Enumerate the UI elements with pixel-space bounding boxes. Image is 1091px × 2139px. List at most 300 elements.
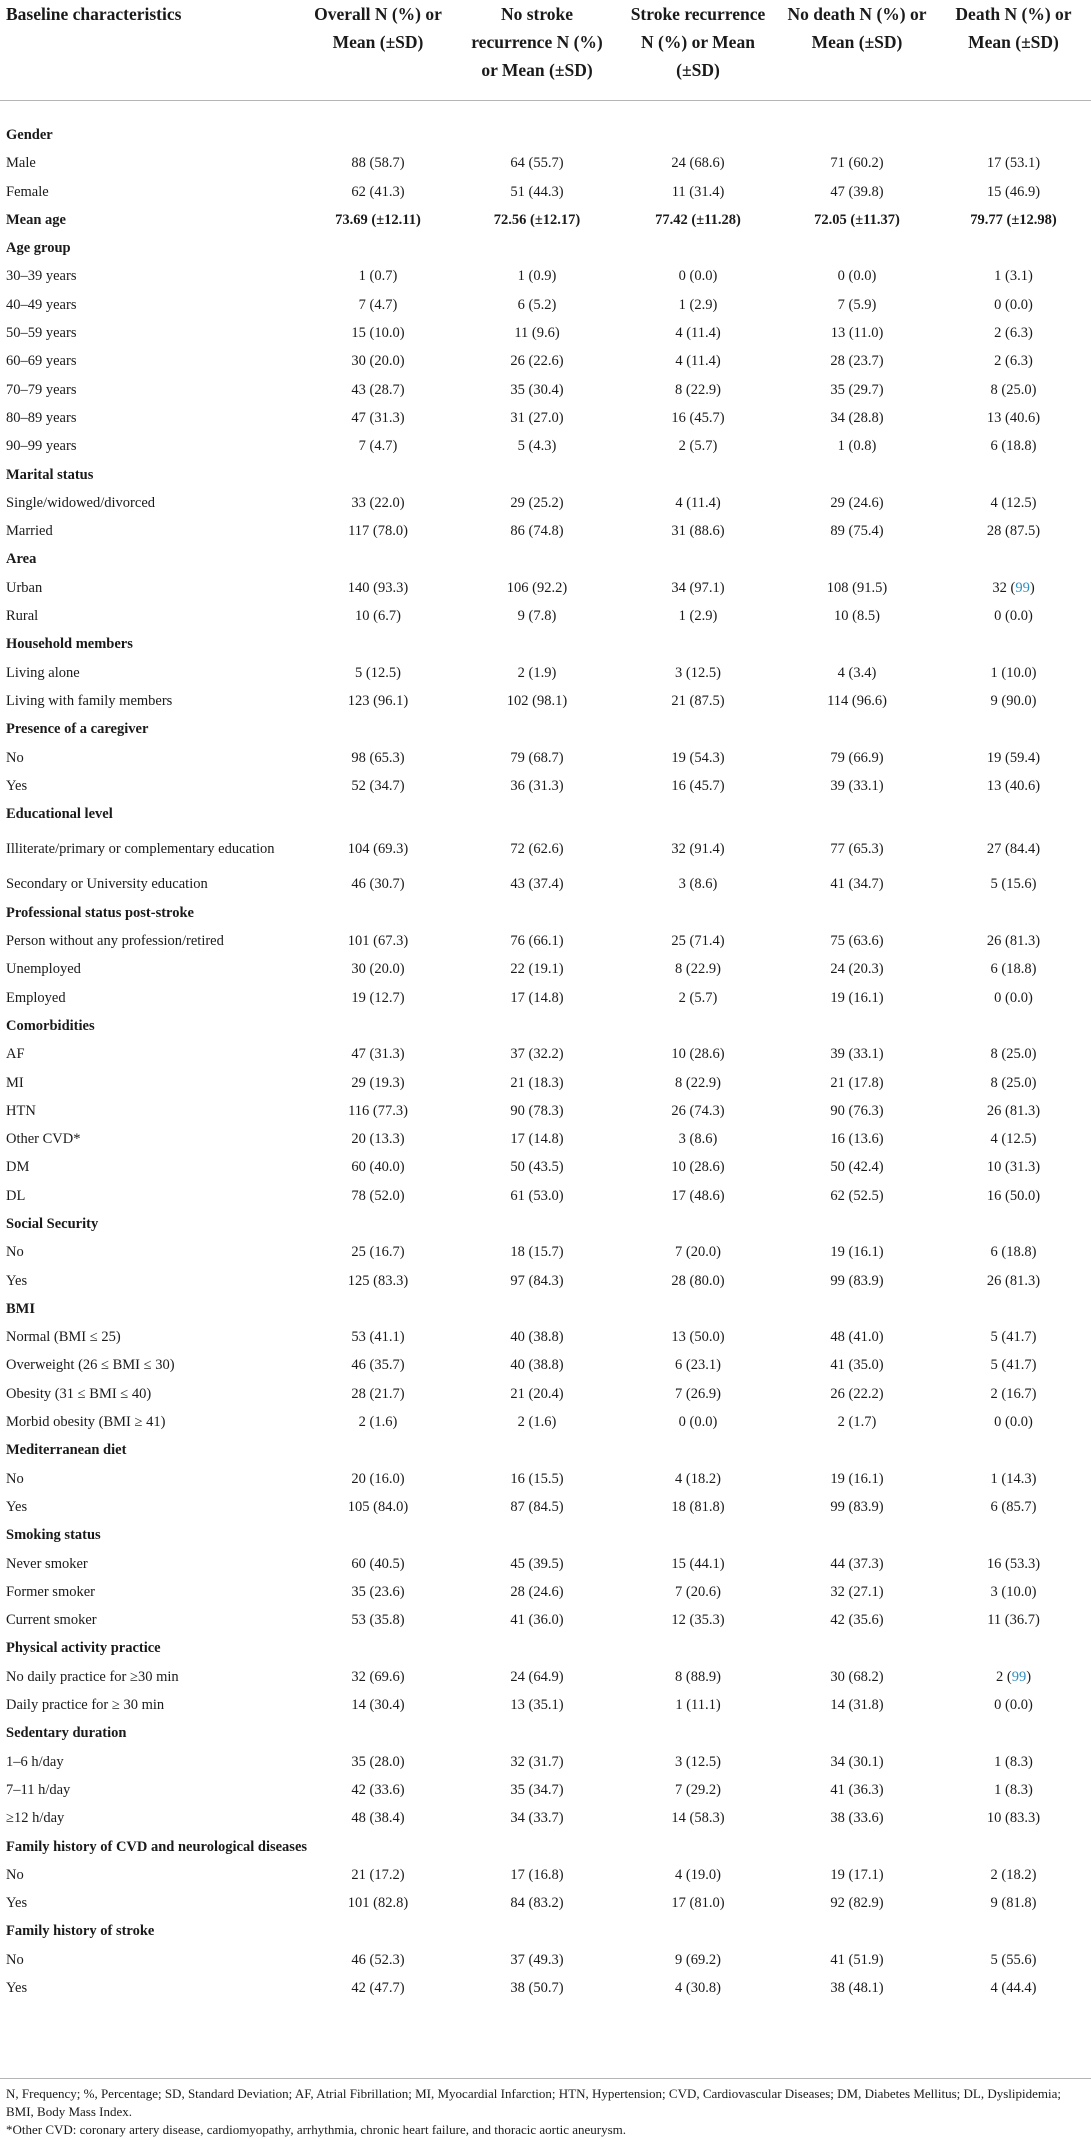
table-cell: 0 (0.0) <box>837 268 877 285</box>
table-cell: 60 (40.5) <box>351 1555 405 1572</box>
category-label: Area <box>6 551 37 568</box>
row-label: Single/widowed/divorced <box>6 494 156 511</box>
table-cell: 125 (83.3) <box>347 1272 409 1289</box>
table-cell: 123 (96.1) <box>347 692 409 709</box>
table-cell: 24 (68.6) <box>671 155 725 172</box>
table-row <box>0 1465 1091 1493</box>
table-row <box>0 149 1091 177</box>
row-label: 90–99 years <box>6 438 77 455</box>
table-cell: 64 (55.7) <box>510 155 564 172</box>
table-cell: 53 (35.8) <box>351 1612 405 1629</box>
header-row <box>0 0 1091 101</box>
table-cell: 89 (75.4) <box>830 523 884 540</box>
table-cell: 2 (18.2) <box>990 1866 1037 1883</box>
table-cell: 8 (25.0) <box>990 1046 1037 1063</box>
table-row <box>0 1663 1091 1691</box>
row-label: No <box>6 1470 24 1487</box>
table-cell: 16 (13.6) <box>830 1131 884 1148</box>
table-cell: 116 (77.3) <box>348 1102 408 1119</box>
table-cell: 15 (10.0) <box>351 325 405 342</box>
footnote-abbreviations: N, Frequency; %, Percentage; SD, Standard Deviation; AF, Atrial Fibrillation; MI, Myocardial Infarction; HTN, Hypertension; CVD, Cardiovascular Diseases; DM, Diabetes Mellitus; DL, Dyslipidemia; BMI, Body Mass Index. <box>6 2086 1062 2119</box>
table-cell: 0 (0.0) <box>994 1414 1033 1431</box>
table-cell: 10 (28.6) <box>671 1159 725 1176</box>
table-cell: 87 (84.5) <box>510 1498 564 1515</box>
table-cell: 6 (18.8) <box>990 961 1037 978</box>
table-cell: 9 (69.2) <box>675 1951 721 1968</box>
table-row <box>0 404 1091 432</box>
row-label: ≥12 h/day <box>6 1810 65 1827</box>
table-cell: 104 (69.3) <box>347 840 409 857</box>
table-cell: 28 (21.7) <box>351 1385 405 1402</box>
row-label: 40–49 years <box>6 296 77 313</box>
category-row <box>0 1634 1091 1662</box>
table-cell: 92 (82.9) <box>830 1895 884 1912</box>
row-label: DM <box>6 1159 30 1176</box>
table-cell: 32 (27.1) <box>830 1583 884 1600</box>
row-label: 1–6 h/day <box>6 1753 64 1770</box>
category-row <box>0 1719 1091 1747</box>
table-cell: 14 (58.3) <box>671 1810 725 1827</box>
table-cell: 16 (45.7) <box>671 409 725 426</box>
table-row <box>0 178 1091 206</box>
row-label: Yes <box>6 777 28 794</box>
row-label: Yes <box>6 1272 28 1289</box>
table-cell: 8 (88.9) <box>675 1668 721 1685</box>
table-cell: 0 (0.0) <box>678 1414 718 1431</box>
table-cell: 53 (41.1) <box>351 1329 405 1346</box>
table-cell: 2 (6.3) <box>994 353 1033 370</box>
table-row <box>0 984 1091 1012</box>
row-label: Daily practice for ≥ 30 min <box>6 1697 165 1714</box>
row-label: HTN <box>6 1102 36 1119</box>
table-row <box>0 1550 1091 1578</box>
table-cell: 6 (18.8) <box>990 1244 1037 1261</box>
table-row <box>0 319 1091 347</box>
table-row <box>0 1380 1091 1408</box>
table-cell: 14 (31.8) <box>830 1697 884 1714</box>
table-cell: 2 (1.7) <box>837 1414 877 1431</box>
table-cell: 21 (17.2) <box>351 1866 405 1883</box>
table-row <box>0 1946 1091 1974</box>
table-cell: 7 (26.9) <box>675 1385 721 1402</box>
category-row <box>0 1917 1091 1945</box>
table-cell: 90 (78.3) <box>510 1102 564 1119</box>
table-cell: 4 (3.4) <box>837 664 877 681</box>
table-cell: 17 (14.8) <box>510 1131 564 1148</box>
table-cell: 1 (8.3) <box>994 1781 1033 1798</box>
table-cell: 20 (16.0) <box>351 1470 405 1487</box>
table-cell: 11 (9.6) <box>514 325 560 342</box>
row-label: Morbid obesity (BMI ≥ 41) <box>6 1414 166 1431</box>
table-header <box>0 0 1091 101</box>
table-cell: 12 (35.3) <box>671 1612 725 1629</box>
table-cell: 44 (37.3) <box>830 1555 884 1572</box>
reference-link[interactable]: 99 <box>1011 1668 1027 1685</box>
table-cell: 78 (52.0) <box>351 1187 405 1204</box>
category-row <box>0 1295 1091 1323</box>
table-cell: 76 (66.1) <box>510 933 564 950</box>
table-cell: 34 (28.8) <box>830 409 884 426</box>
row-label: 50–59 years <box>6 325 77 342</box>
table-cell: 84 (83.2) <box>510 1895 564 1912</box>
table-cell: 5 (41.7) <box>990 1329 1037 1346</box>
reference-link[interactable]: 99 <box>1015 579 1030 596</box>
table-cell: 47 (31.3) <box>351 1046 405 1063</box>
table-row <box>0 1238 1091 1266</box>
table-cell: 0 (0.0) <box>994 1697 1033 1714</box>
table-cell: 5 (4.3) <box>517 438 557 455</box>
table-cell: 10 (6.7) <box>355 608 401 625</box>
table-cell: 30 (20.0) <box>351 353 405 370</box>
table-cell: 38 (50.7) <box>510 1980 564 1996</box>
table-cell: 1 (3.1) <box>994 268 1033 285</box>
table-cell: 30 (68.2) <box>830 1668 884 1685</box>
row-label: No <box>6 749 24 766</box>
category-label: Family history of CVD and neurological diseases <box>6 1838 308 1855</box>
table-row <box>0 262 1091 290</box>
table-cell: 46 (30.7) <box>351 876 405 893</box>
table-cell: 88 (58.7) <box>351 155 405 172</box>
table-cell: 9 (90.0) <box>990 692 1037 709</box>
table-cell: 20 (13.3) <box>351 1131 405 1148</box>
table-cell: 31 (27.0) <box>510 409 564 426</box>
table-cell: 6 (85.7) <box>990 1498 1037 1515</box>
category-label: BMI <box>6 1300 35 1317</box>
table-cell: 35 (34.7) <box>510 1781 564 1798</box>
category-row <box>0 1833 1091 1861</box>
table-cell: 42 (35.6) <box>830 1612 884 1629</box>
table-row <box>0 870 1091 898</box>
table-cell: 29 (19.3) <box>351 1074 405 1091</box>
table-cell: 62 (52.5) <box>830 1187 884 1204</box>
table-cell: 2 (6.3) <box>994 325 1033 342</box>
table-cell: 19 (16.1) <box>830 1470 884 1487</box>
row-label: Urban <box>6 579 43 596</box>
table-cell: 42 (33.6) <box>351 1781 405 1798</box>
table-cell: 21 (20.4) <box>510 1385 564 1402</box>
table-row <box>0 1493 1091 1521</box>
row-label: No <box>6 1866 24 1883</box>
table-cell: 62 (41.3) <box>351 183 405 200</box>
table-cell: 17 (48.6) <box>671 1187 725 1204</box>
row-label: Obesity (31 ≤ BMI ≤ 40) <box>6 1385 152 1402</box>
table-cell: 1 (11.1) <box>675 1697 721 1714</box>
table-cell: 1 (0.9) <box>517 268 557 285</box>
table-cell: 90 (76.3) <box>830 1102 884 1119</box>
category-row <box>0 800 1091 828</box>
table-cell: 43 (28.7) <box>351 381 405 398</box>
table-cell: 40 (38.8) <box>510 1357 564 1374</box>
category-row <box>0 715 1091 743</box>
table-cell: 2 (5.7) <box>678 989 718 1006</box>
table-cell: 3 (12.5) <box>675 664 721 681</box>
table-cell: 2 (1.9) <box>517 664 557 681</box>
table-row <box>0 1974 1091 2002</box>
table-cell: 7 (5.9) <box>837 296 877 313</box>
table-cell: 9 (81.8) <box>990 1895 1037 1912</box>
table-cell: 28 (80.0) <box>671 1272 725 1289</box>
table-row <box>0 1861 1091 1889</box>
table-row <box>0 659 1091 687</box>
table-cell: 8 (25.0) <box>990 381 1037 398</box>
table-row <box>0 1408 1091 1436</box>
header-death: Death N (%) or Mean (±SD) <box>936 0 1091 101</box>
table-cell: 5 (12.5) <box>355 664 401 681</box>
table-row <box>0 1125 1091 1153</box>
table-cell: 71 (60.2) <box>830 155 884 172</box>
table-cell: 108 (91.5) <box>826 579 888 596</box>
table-row <box>0 927 1091 955</box>
table-cell: 13 (50.0) <box>671 1329 725 1346</box>
table-cell: 6 (18.8) <box>990 438 1037 455</box>
table-row <box>0 1578 1091 1606</box>
category-label: Social Security <box>6 1215 99 1232</box>
row-label: Employed <box>6 989 66 1006</box>
table-cell: 16 (45.7) <box>671 777 725 794</box>
cell-value-prefix: 32 ( <box>992 579 1016 596</box>
table-cell: 17 (81.0) <box>671 1895 725 1912</box>
spacer-cell <box>0 101 1091 122</box>
table-cell: 38 (33.6) <box>830 1810 884 1827</box>
table-row <box>0 1267 1091 1295</box>
table-cell: 11 (36.7) <box>987 1612 1040 1629</box>
table-row <box>0 1691 1091 1719</box>
category-row <box>0 1210 1091 1238</box>
table-cell: 26 (81.3) <box>986 1272 1041 1289</box>
table-cell: 4 (12.5) <box>990 1131 1037 1148</box>
table-cell: 26 (22.2) <box>830 1385 884 1402</box>
table-cell: 27 (84.4) <box>986 840 1041 857</box>
row-label: Person without any profession/retired <box>6 933 224 950</box>
row-label: No daily practice for ≥30 min <box>6 1668 179 1685</box>
row-label: Overweight (26 ≤ BMI ≤ 30) <box>6 1357 175 1374</box>
table-cell: 72.56 (±12.17) <box>493 211 581 228</box>
table-cell: 5 (15.6) <box>990 876 1037 893</box>
table-cell: 26 (81.3) <box>986 1102 1041 1119</box>
table-cell: 4 (12.5) <box>990 494 1037 511</box>
table-cell: 3 (12.5) <box>675 1753 721 1770</box>
table-cell: 19 (17.1) <box>830 1866 884 1883</box>
table-cell: 8 (22.9) <box>675 381 721 398</box>
table-cell: 21 (18.3) <box>510 1074 564 1091</box>
table-cell: 7 (4.7) <box>358 438 398 455</box>
table-cell: 18 (15.7) <box>510 1244 564 1261</box>
category-label: Age group <box>6 240 71 257</box>
table-cell: 17 (53.1) <box>986 155 1041 172</box>
table-cell: 10 (8.5) <box>834 608 880 625</box>
table-cell: 28 (24.6) <box>510 1583 564 1600</box>
cell-value-suffix: ) <box>1026 1668 1032 1685</box>
table-row <box>0 291 1091 319</box>
table-cell: 61 (53.0) <box>510 1187 564 1204</box>
table-cell: 21 (17.8) <box>830 1074 884 1091</box>
table-cell: 41 (34.7) <box>830 876 884 893</box>
table-row <box>0 1804 1091 1832</box>
table-row <box>0 687 1091 715</box>
table-cell: 50 (43.5) <box>510 1159 564 1176</box>
table-row <box>0 432 1091 460</box>
table-cell: 3 (8.6) <box>678 1131 718 1148</box>
table-cell: 48 (38.4) <box>351 1810 405 1827</box>
table-cell: 17 (16.8) <box>510 1866 564 1883</box>
table-row <box>0 376 1091 404</box>
row-label: AF <box>6 1046 25 1063</box>
category-row <box>0 121 1091 149</box>
table-cell: 10 (31.3) <box>986 1159 1041 1176</box>
table-row <box>0 1153 1091 1181</box>
table-cell: 40 (38.8) <box>510 1329 564 1346</box>
row-label: Other CVD* <box>6 1131 81 1148</box>
cell-value-prefix: 2 ( <box>995 1668 1012 1685</box>
category-label: Family history of stroke <box>6 1923 155 1940</box>
table-cell: 29 (25.2) <box>510 494 564 511</box>
table-cell: 22 (19.1) <box>510 961 564 978</box>
table-cell: 1 (10.0) <box>990 664 1037 681</box>
table-cell: 1 (2.9) <box>678 608 718 625</box>
table-cell: 43 (37.4) <box>510 876 564 893</box>
table-cell: 15 (46.9) <box>986 183 1041 200</box>
table-cell: 19 (54.3) <box>671 749 725 766</box>
table-cell: 140 (93.3) <box>347 579 409 596</box>
table-cell: 4 (19.0) <box>675 1866 721 1883</box>
table-cell: 0 (0.0) <box>994 608 1033 625</box>
table-cell: 72 (62.6) <box>510 840 564 857</box>
table-cell: 3 (8.6) <box>678 876 718 893</box>
row-label: No <box>6 1244 24 1261</box>
row-label: Current smoker <box>6 1612 97 1629</box>
table-cell: 16 (53.3) <box>986 1555 1041 1572</box>
table-cell: 19 (59.4) <box>986 749 1041 766</box>
row-label: Former smoker <box>6 1583 95 1600</box>
category-label: Physical activity practice <box>6 1640 161 1657</box>
table-cell: 97 (84.3) <box>510 1272 564 1289</box>
table-cell: 10 (83.3) <box>986 1810 1041 1827</box>
category-row <box>0 1012 1091 1040</box>
table-cell: 2 (5.7) <box>678 438 718 455</box>
table-cell: 7 (29.2) <box>675 1781 721 1798</box>
table-cell: 5 (55.6) <box>990 1951 1037 1968</box>
table-cell: 8 (25.0) <box>990 1074 1037 1091</box>
table-row <box>0 1748 1091 1776</box>
table-cell: 79.77 (±12.98) <box>970 211 1057 228</box>
row-label: MI <box>6 1074 24 1091</box>
table-row <box>0 1323 1091 1351</box>
table-cell: 39 (33.1) <box>830 777 884 794</box>
table-cell: 77.42 (±11.28) <box>655 211 741 228</box>
table-cell: 30 (20.0) <box>351 961 405 978</box>
cell-value-suffix: ) <box>1029 579 1035 596</box>
row-label: Living alone <box>6 664 80 681</box>
table-cell: 86 (74.8) <box>510 523 564 540</box>
table-cell: 16 (15.5) <box>510 1470 564 1487</box>
table-cell: 2 (1.6) <box>517 1414 557 1431</box>
table-cell: 0 (0.0) <box>994 296 1033 313</box>
table-cell: 1 (14.3) <box>990 1470 1037 1487</box>
header-no-death: No death N (%) or Mean (±SD) <box>778 0 936 101</box>
category-label: Presence of a caregiver <box>6 721 149 738</box>
table-row <box>0 828 1091 870</box>
table-body <box>0 101 1091 2003</box>
table-cell: 117 (78.0) <box>348 523 408 540</box>
row-label: Never smoker <box>6 1555 88 1572</box>
table-cell: 35 (23.6) <box>351 1583 405 1600</box>
table-cell: 4 (30.8) <box>675 1980 721 1996</box>
table-row <box>0 602 1091 630</box>
row-label: Yes <box>6 1980 28 1996</box>
table-cell: 25 (71.4) <box>671 933 725 950</box>
table-cell: 1 (2.9) <box>678 296 718 313</box>
table-cell: 4 (11.4) <box>675 325 721 342</box>
table-cell: 16 (50.0) <box>986 1187 1041 1204</box>
row-label: No <box>6 1951 24 1968</box>
table-row <box>0 772 1091 800</box>
table-cell: 35 (30.4) <box>510 381 564 398</box>
table-row <box>0 955 1091 983</box>
header-baseline-characteristics: Baseline characteristics <box>0 0 300 101</box>
table-row <box>0 489 1091 517</box>
category-row <box>0 545 1091 573</box>
table-row <box>0 347 1091 375</box>
table-row <box>0 744 1091 772</box>
table-cell: 2 (16.7) <box>990 1385 1037 1402</box>
table-cell: 1 (0.7) <box>358 268 398 285</box>
table-cell: 75 (63.6) <box>830 933 884 950</box>
table-cell: 17 (14.8) <box>510 989 564 1006</box>
table-cell: 14 (30.4) <box>351 1697 405 1714</box>
table-cell: 5 (41.7) <box>990 1357 1037 1374</box>
table-cell: 4 (11.4) <box>675 494 721 511</box>
table-cell: 32 (31.7) <box>510 1753 564 1770</box>
table-cell: 35 (29.7) <box>830 381 884 398</box>
table-cell: 39 (33.1) <box>830 1046 884 1063</box>
table-cell: 3 (10.0) <box>990 1583 1037 1600</box>
table-cell: 60 (40.0) <box>351 1159 405 1176</box>
table-cell: 8 (22.9) <box>675 961 721 978</box>
category-row <box>0 1436 1091 1464</box>
category-label: Smoking status <box>6 1527 101 1544</box>
table-cell: 37 (49.3) <box>510 1951 564 1968</box>
row-label: DL <box>6 1187 26 1204</box>
table-cell: 1 (0.8) <box>837 438 877 455</box>
table-cell: 0 (0.0) <box>994 989 1033 1006</box>
category-label: Comorbidities <box>6 1017 95 1034</box>
table-cell: 46 (35.7) <box>351 1357 405 1374</box>
row-label: Rural <box>6 608 39 625</box>
table-cell: 72.05 (±11.37) <box>814 211 900 228</box>
table-row <box>0 206 1091 234</box>
table-cell: 33 (22.0) <box>351 494 405 511</box>
table-cell: 7 (20.0) <box>675 1244 721 1261</box>
table-cell: 26 (81.3) <box>986 933 1041 950</box>
table-cell: 31 (88.6) <box>671 523 725 540</box>
table-cell: 10 (28.6) <box>671 1046 725 1063</box>
table-cell: 52 (34.7) <box>351 777 405 794</box>
table-cell: 15 (44.1) <box>671 1555 725 1572</box>
row-label: 30–39 years <box>6 268 77 285</box>
table-cell: 1 (8.3) <box>994 1753 1033 1770</box>
table-cell: 6 (23.1) <box>675 1357 721 1374</box>
table-cell: 98 (65.3) <box>351 749 405 766</box>
table-cell: 38 (48.1) <box>830 1980 884 1996</box>
table-cell: 6 (5.2) <box>517 296 557 313</box>
table-cell: 50 (42.4) <box>830 1159 884 1176</box>
table-cell: 36 (31.3) <box>510 777 564 794</box>
table-cell: 48 (41.0) <box>830 1329 884 1346</box>
table-cell: 45 (39.5) <box>510 1555 564 1572</box>
category-label: Educational level <box>6 806 113 823</box>
row-label: Unemployed <box>6 961 81 978</box>
table-cell: 34 (33.7) <box>510 1810 564 1827</box>
